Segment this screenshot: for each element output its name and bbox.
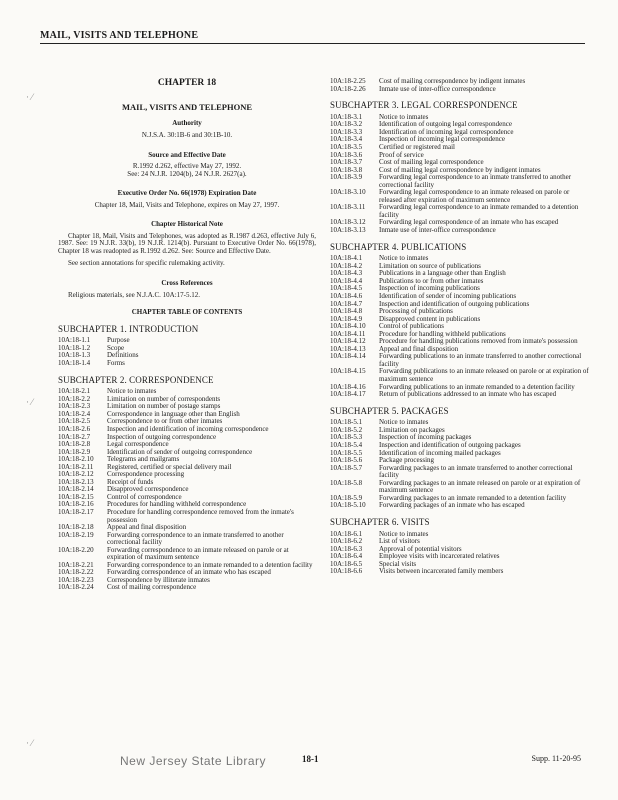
toc-entry-number: 10A:18-6.5 — [330, 559, 363, 568]
toc-entry — [330, 502, 590, 510]
margin-mark: · ⁄ — [26, 92, 33, 102]
toc-entry-number: 10A:18-3.7 — [330, 158, 363, 167]
toc-entry-number: 10A:18-3.1 — [330, 112, 363, 121]
toc-entry-title: Scope — [107, 343, 125, 352]
running-title: MAIL, VISITS AND TELEPHONE — [40, 30, 199, 41]
toc-entry-title: Forwarding correspondence to an inmate remanded to a detention facility — [107, 560, 313, 569]
toc-entry-title: Control of correspondence — [107, 492, 182, 501]
toc-entry-number: 10A:18-5.5 — [330, 448, 363, 457]
library-stamp: New Jersey State Library — [120, 754, 267, 768]
toc-entry-number: 10A:18-4.5 — [330, 284, 363, 293]
toc-entry-title: Identification of outgoing legal correspondence — [379, 120, 512, 129]
toc-entry-number: 10A:18-2.19 — [58, 530, 94, 539]
toc-entry — [58, 337, 316, 345]
toc-entry-number: 10A:18-6.3 — [330, 544, 363, 553]
toc-entry-number: 10A:18-2.8 — [58, 440, 91, 449]
toc-entry-title: Appeal and final disposition — [379, 344, 459, 353]
toc-entry-number: 10A:18-3.10 — [330, 188, 366, 197]
toc-entry-number: 10A:18-2.7 — [58, 432, 91, 441]
authority-heading: Authority — [172, 119, 202, 128]
toc-entry-title: Procedure for handling correspondence removed from the inmate's possession — [107, 508, 294, 524]
toc-entry-title: Forwarding correspondence to an inmate transferred to another correctional facility — [107, 530, 284, 547]
toc-entry-number: 10A:18-6.1 — [330, 529, 363, 538]
toc-entry — [330, 204, 590, 219]
toc-entry — [330, 189, 590, 204]
toc-entry-number: 10A:18-1.4 — [58, 358, 91, 367]
toc-entry — [58, 434, 316, 442]
source-heading: Source and Effective Date — [148, 150, 226, 159]
page-footer — [40, 754, 585, 774]
toc-entry-title: Approval of potential visitors — [379, 544, 462, 553]
toc-entry-title: Forms — [107, 358, 125, 367]
toc-entry-title: Control of publications — [379, 322, 444, 331]
toc-title: CHAPTER TABLE OF CONTENTS — [131, 308, 243, 317]
subchapter-heading: SUBCHAPTER 2. CORRESPONDENCE — [58, 374, 214, 385]
subchapter-entries — [330, 255, 590, 398]
toc-entry-title: Forwarding correspondence to an inmate released on parole or at expiration of maximum sentence — [107, 545, 289, 562]
toc-entry-number: 10A:18-4.16 — [330, 382, 366, 391]
toc-entry — [330, 391, 590, 399]
toc-entry-title: Inspection of outgoing correspondence — [107, 432, 217, 441]
toc-entry-number: 10A:18-4.14 — [330, 352, 366, 361]
toc-entry-number: 10A:18-6.2 — [330, 537, 363, 546]
toc-entry — [58, 486, 316, 494]
subchapter-heading: SUBCHAPTER 6. VISITS — [330, 516, 430, 527]
toc-entry-number: 10A:18-3.9 — [330, 173, 363, 182]
toc-entry-title: Cost of mailing correspondence — [107, 583, 197, 592]
toc-entry-title: Identification of incoming legal correspondence — [379, 127, 514, 136]
subchapter-heading: SUBCHAPTER 4. PUBLICATIONS — [330, 241, 467, 252]
toc-entry — [58, 471, 316, 479]
toc-entry — [330, 553, 590, 561]
toc-entry-title: Cost of mailing legal correspondence by indigent inmates — [379, 165, 541, 174]
toc-entry-number: 10A:18-4.4 — [330, 276, 363, 285]
toc-entry-title: Notice to inmates — [379, 418, 429, 427]
toc-entry-title: Processing of publications — [379, 307, 453, 316]
toc-entry-number: 10A:18-3.8 — [330, 165, 363, 174]
toc-entry-number: 10A:18-5.9 — [330, 493, 363, 502]
toc-entry-title: Certified or registered mail — [379, 143, 455, 151]
toc-entry-number: 10A:18-2.16 — [58, 500, 94, 509]
toc-entry-number: 10A:18-5.6 — [330, 456, 363, 465]
subchapter-heading: SUBCHAPTER 1. INTRODUCTION — [58, 323, 199, 334]
toc-entry-number: 10A:18-4.10 — [330, 322, 366, 331]
toc-entry-title: Inspection of incoming packages — [379, 433, 472, 442]
toc-entry-number: 10A:18-2.3 — [58, 402, 91, 411]
toc-entry-title: Publications to or from other inmates — [379, 276, 484, 285]
source-line-1: R.1992 d.262, effective May 27, 1992. — [132, 162, 242, 171]
toc-entry-number: 10A:18-3.6 — [330, 150, 363, 159]
toc-entry-number: 10A:18-3.12 — [330, 218, 366, 227]
toc-entry — [330, 227, 590, 235]
toc-entry — [330, 136, 590, 144]
toc-entry — [58, 345, 316, 353]
toc-entry — [58, 360, 316, 368]
toc-entry-title: Inspection and identification of incoming correspondence — [107, 424, 269, 433]
subchapter-heading: SUBCHAPTER 5. PACKAGES — [330, 405, 449, 416]
page-number: 18-1 — [302, 754, 319, 764]
authority-text: N.J.S.A. 30:1B-6 and 30:1B-10. — [141, 130, 233, 139]
toc-entry-title: Forwarding legal correspondence to an inmate remanded to a detention facility — [379, 203, 579, 219]
subchapter-entries — [330, 531, 590, 576]
toc-entry-number: 10A:18-4.7 — [330, 299, 363, 308]
toc-entry-title: Notice to inmates — [379, 112, 429, 121]
subchapter-heading: SUBCHAPTER 3. LEGAL CORRESPONDENCE — [330, 100, 518, 111]
toc-entry-title: Identification of incoming mailed packages — [379, 448, 501, 457]
toc-entry-title: Inspection of incoming legal correspondence — [379, 135, 505, 144]
toc-entry-title: Procedures for handling withheld correspondence — [107, 500, 247, 509]
toc-entry — [330, 480, 590, 495]
toc-entry-title: Procedure for handling publications removed from inmate's possession — [379, 337, 578, 346]
toc-entry-title: Identification of sender of outgoing correspondence — [107, 447, 253, 456]
toc-entry-title: Cost of mailing legal correspondence — [379, 158, 484, 167]
toc-entry-title: Forwarding packages to an inmate released on parole or at expiration of maximum sentence — [379, 478, 581, 495]
exec-order-text: Chapter 18, Mail, Visits and Telephone, expires on May 27, 1997. — [94, 200, 280, 209]
toc-entry-number: 10A:18-5.4 — [330, 441, 363, 450]
toc-entry-title: Employee visits with incarcerated relatives — [379, 552, 500, 561]
supplement-date: Supp. 11-20-95 — [531, 754, 581, 763]
toc-entry-number: 10A:18-6.4 — [330, 552, 363, 561]
toc-entry-number: 10A:18-4.11 — [330, 329, 366, 338]
toc-entry-number: 10A:18-2.15 — [58, 492, 94, 501]
toc-entry-title: Limitation on number of postage stamps — [107, 402, 221, 411]
toc-entry — [330, 419, 590, 427]
toc-entry-number: 10A:18-4.15 — [330, 367, 366, 376]
toc-entry-number: 10A:18-3.5 — [330, 143, 363, 151]
toc-entry-number: 10A:18-5.10 — [330, 501, 366, 510]
toc-entry-title: Visits between incarcerated family members — [379, 567, 504, 576]
toc-entry-title: Forwarding correspondence of an inmate who has escaped — [107, 568, 271, 577]
toc-entry-title: Limitation on number of correspondents — [107, 394, 221, 403]
toc-entry-number: 10A:18-4.9 — [330, 314, 363, 323]
toc-entry — [330, 368, 590, 383]
toc-entry-number: 10A:18-5.1 — [330, 418, 363, 427]
toc-entry-title: Procedure for handling withheld publications — [379, 329, 506, 338]
toc-entry-number: 10A:18-6.6 — [330, 567, 363, 576]
toc-entry-number: 10A:18-4.12 — [330, 337, 366, 346]
toc-entry-title: Forwarding legal correspondence to an inmate transferred to another correctional facility — [379, 173, 572, 189]
toc-entry — [330, 353, 590, 368]
toc-entry-number: 10A:18-4.8 — [330, 307, 363, 316]
toc-entry-number: 10A:18-4.13 — [330, 344, 366, 353]
toc-entry-title: Notice to inmates — [379, 254, 429, 263]
toc-entry-number: 10A:18-2.21 — [58, 560, 94, 569]
toc-entry-number: 10A:18-2.20 — [58, 545, 94, 554]
toc-entry — [58, 352, 316, 360]
left-column — [58, 78, 316, 592]
toc-entry-number: 10A:18-2.22 — [58, 568, 94, 577]
toc-entry-number: 10A:18-2.14 — [58, 485, 94, 494]
toc-entry-title: Disapproved correspondence — [107, 485, 189, 494]
toc-entry-title: List of visitors — [379, 537, 420, 546]
toc-entry-number: 10A:18-3.13 — [330, 226, 366, 235]
toc-entry-title: Definitions — [107, 351, 139, 360]
toc-entry — [330, 568, 590, 576]
toc-entry-title: Correspondence processing — [107, 470, 185, 479]
continued-entries — [330, 78, 590, 93]
toc-entry-number: 10A:18-4.2 — [330, 261, 363, 270]
toc-entry-number: 10A:18-2.13 — [58, 477, 94, 486]
toc-entry-title: Forwarding publications to an inmate released on parole or at expiration of maximum sentence — [379, 367, 589, 384]
toc-entry-number: 10A:18-2.23 — [58, 575, 94, 584]
toc-entry — [330, 338, 590, 346]
cross-references-text: Religious materials, see N.J.A.C. 10A:17-5.12. — [68, 290, 201, 299]
subchapter-entries — [330, 114, 590, 235]
toc-entry — [330, 316, 590, 324]
toc-entry — [58, 464, 316, 472]
toc-entry-number: 10A:18-2.12 — [58, 470, 94, 479]
toc-entry-number: 10A:18-2.5 — [58, 417, 91, 426]
toc-entry-title: Inmate use of inter-office correspondence — [379, 84, 496, 93]
toc-entry-title: Cost of mailing correspondence by indigent inmates — [379, 77, 526, 85]
historical-note-heading: Chapter Historical Note — [151, 220, 223, 229]
chapter-title: CHAPTER 18 — [157, 78, 217, 88]
toc-entry-title: Forwarding packages to an inmate remanded to a detention facility — [379, 493, 567, 502]
toc-entry-title: Identification of sender of incoming publications — [379, 292, 517, 301]
toc-entry — [330, 301, 590, 309]
toc-entry-title: Inspection of incoming publications — [379, 284, 480, 293]
toc-entry-title: Receipt of funds — [107, 477, 154, 486]
toc-entry-number: 10A:18-2.17 — [58, 508, 94, 516]
toc-entry-title: Notice to inmates — [379, 529, 429, 538]
toc-entry — [330, 465, 590, 480]
toc-entry-number: 10A:18-4.6 — [330, 292, 363, 301]
toc-entry — [58, 532, 316, 547]
toc-entry-title: Correspondence to or from other inmates — [107, 417, 223, 426]
toc-entry-title: Return of publications addressed to an inmate who has escaped — [379, 390, 557, 399]
annotation-note: See section annotations for specific rulemaking activity. — [68, 259, 225, 268]
toc-entry-number: 10A:18-2.11 — [58, 462, 94, 471]
toc-entry-title: Telegrams and mailgrams — [107, 455, 180, 464]
subchapter-entries — [58, 388, 316, 592]
toc-entry-title: Publications in a language other than English — [379, 269, 506, 278]
toc-entry-number: 10A:18-3.3 — [330, 127, 363, 136]
toc-entry-number: 10A:18-5.8 — [330, 478, 363, 487]
toc-entry-title: Correspondence by illiterate inmates — [107, 575, 210, 584]
toc-entry-title: Forwarding packages of an inmate who has escaped — [379, 501, 525, 510]
toc-entry-number: 10A:18-4.1 — [330, 254, 363, 263]
toc-entry-title: Registered, certified or special delivery mail — [107, 462, 232, 471]
toc-entry — [330, 531, 590, 539]
source-line-2: See: 24 N.J.R. 1204(b), 24 N.J.R. 2627(a). — [127, 169, 247, 178]
exec-order-heading: Executive Order No. 66(1978) Expiration Date — [117, 189, 257, 198]
toc-entry-number: 10A:18-1.1 — [58, 336, 91, 345]
toc-entry — [58, 547, 316, 562]
toc-entry-number: 10A:18-1.2 — [58, 343, 91, 352]
subchapter-entries — [330, 419, 590, 510]
toc-entry-title: Inspection and identification of outgoing publications — [379, 299, 530, 308]
toc-entry-number: 10A:18-2.1 — [58, 387, 91, 396]
left-subchapters — [58, 325, 316, 592]
toc-entry-number: 10A:18-5.2 — [330, 425, 363, 434]
toc-entry-title: Package processing — [379, 456, 435, 465]
toc-entry-title: Purpose — [107, 336, 130, 345]
toc-entry — [330, 174, 590, 189]
toc-entry-number: 10A:18-5.3 — [330, 433, 363, 442]
toc-entry-title: Disapproved content in publications — [379, 314, 481, 323]
right-column — [330, 78, 590, 576]
toc-entry-title: Forwarding publications to an inmate remanded to a detention facility — [379, 382, 575, 391]
toc-entry-number: 10A:18-4.3 — [330, 269, 363, 278]
toc-entry — [58, 449, 316, 457]
subchapter-entries — [58, 337, 316, 367]
toc-entry-number: 10A:18-2.9 — [58, 447, 91, 456]
toc-entry-number: 10A:18-2.25 — [330, 77, 366, 85]
margin-mark: · ⁄ — [26, 397, 33, 407]
chapter-subtitle: MAIL, VISITS AND TELEPHONE — [121, 102, 253, 113]
toc-entry-title: Inmate use of inter-office correspondence — [379, 226, 496, 235]
toc-entry-title: Limitation on packages — [379, 425, 445, 434]
toc-entry-title: Forwarding publications to an inmate transferred to another correctional facility — [379, 352, 582, 368]
toc-entry-title: Forwarding legal correspondence to an inmate released on parole or released after expiration of maximum sentence — [379, 188, 570, 204]
toc-entry-number: 10A:18-2.6 — [58, 424, 91, 433]
cross-references-heading: Cross References — [161, 278, 213, 287]
toc-entry-number: 10A:18-3.2 — [330, 120, 363, 129]
toc-entry-number: 10A:18-2.10 — [58, 455, 94, 464]
margin-mark: · ⁄ — [26, 738, 33, 748]
toc-entry-number: 10A:18-2.24 — [58, 583, 94, 592]
toc-entry-title: Special visits — [379, 559, 417, 568]
toc-entry-title: Limitation on source of publications — [379, 261, 481, 270]
toc-entry-title: Notice to inmates — [107, 387, 157, 396]
toc-entry-number: 10A:18-2.26 — [330, 84, 366, 93]
toc-entry-title: Forwarding legal correspondence of an inmate who has escaped — [379, 218, 559, 227]
toc-entry — [58, 509, 316, 524]
toc-entry-number: 10A:18-3.4 — [330, 135, 363, 144]
toc-entry-number: 10A:18-5.7 — [330, 463, 363, 472]
toc-entry-title: Legal correspondence — [107, 440, 169, 449]
toc-entry-title: Forwarding packages to an inmate transferred to another correctional facility — [379, 463, 573, 480]
historical-note-text: Chapter 18, Mail, Visits and Telephones, was adopted as R.1987 d.263, effective July 6, 1987. See: 19 N.J.R. 33(b), 19 N.J.R. 1214(b). Pursuant to Executive Order No. 66(1978), Chapter 18 was readopted as R.1992 d.262. See: Source and Effective Date. — [58, 231, 316, 255]
toc-entry-title: Correspondence in language other than English — [107, 409, 240, 418]
right-subchapters — [330, 101, 590, 576]
toc-entry-number: 10A:18-3.11 — [330, 203, 366, 212]
toc-entry-title: Proof of service — [379, 150, 424, 159]
toc-entry-number: 10A:18-2.18 — [58, 523, 94, 532]
toc-entry — [330, 450, 590, 458]
toc-entry-number: 10A:18-4.17 — [330, 390, 366, 399]
toc-entry-number: 10A:18-2.4 — [58, 409, 91, 418]
toc-entry-title: Appeal and final disposition — [107, 523, 187, 532]
toc-entry — [330, 86, 590, 94]
running-header — [40, 30, 585, 44]
toc-entry — [58, 584, 316, 592]
toc-entry-number: 10A:18-1.3 — [58, 351, 91, 360]
toc-entry-title: Inspection and identification of outgoing packages — [379, 441, 521, 450]
toc-entry — [330, 144, 590, 152]
toc-entry-number: 10A:18-2.2 — [58, 394, 91, 403]
